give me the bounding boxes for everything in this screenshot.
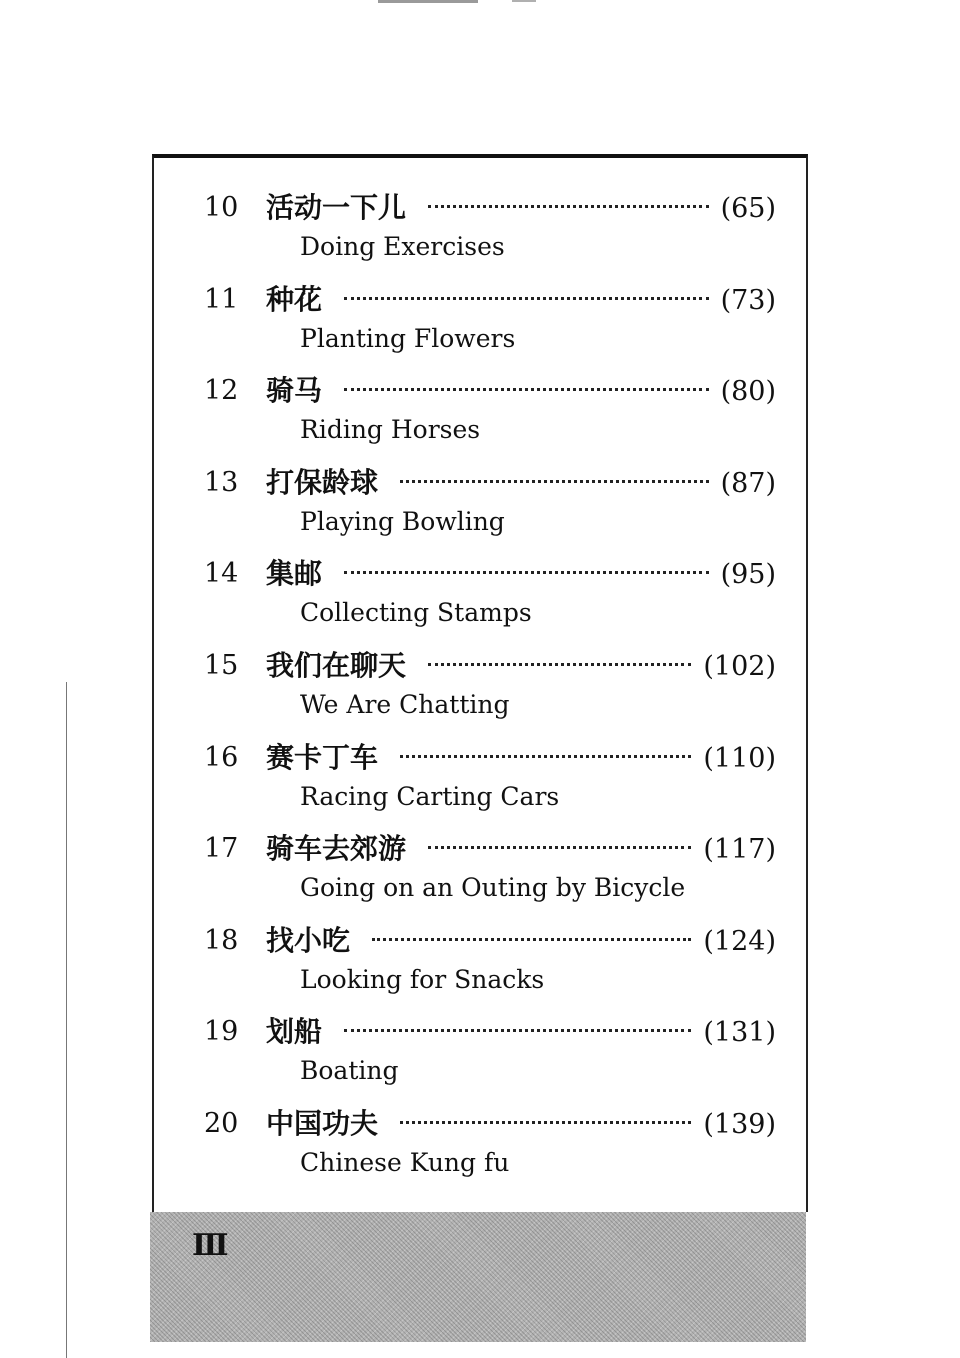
toc-entry[interactable] <box>196 188 776 280</box>
toc-dot-leader <box>428 663 691 666</box>
toc-entry-page: (102) <box>703 650 776 682</box>
toc-entry-page: (73) <box>720 284 776 316</box>
toc-entry-number: 15 <box>204 649 239 681</box>
toc-entry-title-en: Chinese Kung fu <box>300 1147 510 1177</box>
toc-entry-number: 16 <box>204 741 239 773</box>
toc-entry[interactable] <box>196 1104 776 1196</box>
toc-dot-leader <box>344 388 709 391</box>
toc-entry-title-en: Looking for Snacks <box>300 964 545 994</box>
toc-entry[interactable] <box>196 371 776 463</box>
toc-entry-line <box>266 188 776 228</box>
toc-entry[interactable] <box>196 463 776 555</box>
toc-entry[interactable] <box>196 280 776 372</box>
toc-entry-page: (110) <box>703 742 776 774</box>
scan-artifact-left-line <box>66 682 67 1358</box>
toc-dot-leader <box>400 480 709 483</box>
toc-entry-number: 18 <box>204 924 239 956</box>
toc-entry-number: 17 <box>204 833 239 865</box>
toc-entry-title-en: Going on an Outing by Bicycle <box>300 873 686 903</box>
toc-entry[interactable] <box>196 738 776 830</box>
toc-entry-title-en: Collecting Stamps <box>300 598 532 628</box>
toc-entry-line <box>266 1012 776 1052</box>
toc-entry-number: 11 <box>204 283 239 315</box>
toc-dot-leader <box>428 205 709 208</box>
toc-dot-leader <box>400 755 691 758</box>
toc-entry-line <box>266 554 776 594</box>
toc-entry[interactable] <box>196 1012 776 1104</box>
toc-entry-number: 13 <box>204 466 239 498</box>
toc-entry-line <box>266 646 776 686</box>
toc-entry-title-cn: 活动一下儿 <box>266 191 407 224</box>
toc-entry-title-en: Racing Carting Cars <box>300 781 560 811</box>
toc-entry-title-cn: 种花 <box>266 282 323 316</box>
toc-entry-title-en: Boating <box>300 1056 399 1086</box>
page-number: Ⅲ <box>192 1228 227 1263</box>
scan-artifact-top-small <box>512 0 536 2</box>
toc-entry-number: 12 <box>204 375 239 407</box>
scan-artifact-top <box>378 0 478 3</box>
toc-entry-number: 20 <box>204 1107 239 1139</box>
toc-entry-title-en: We Are Chatting <box>300 689 510 719</box>
toc-entry-title-cn: 骑车去郊游 <box>266 832 407 866</box>
toc-dot-leader <box>400 1121 691 1124</box>
footer-halftone-band <box>150 1212 806 1342</box>
toc-entry-page: (131) <box>703 1017 776 1049</box>
toc-entry-title-en: Planting Flowers <box>300 323 516 353</box>
toc-entry-title-cn: 划船 <box>266 1015 323 1049</box>
toc-entry-page: (95) <box>720 559 776 591</box>
toc-entry-title-en: Doing Exercises <box>300 232 505 261</box>
toc-entry-line <box>266 371 776 411</box>
toc-entry-title-cn: 中国功夫 <box>266 1106 379 1140</box>
toc-entry-title-cn: 赛卡丁车 <box>266 740 379 774</box>
toc-dot-leader <box>344 1029 691 1032</box>
toc-entry-page: (80) <box>720 376 776 408</box>
toc-entry[interactable] <box>196 829 776 921</box>
toc-entry[interactable] <box>196 646 776 738</box>
toc-entry-line <box>266 921 776 961</box>
toc-entry-line <box>266 738 776 778</box>
toc-entry-title-cn: 我们在聊天 <box>266 648 407 682</box>
toc-entry[interactable] <box>196 921 776 1013</box>
toc-entry-page: (124) <box>703 925 776 957</box>
toc-entry-number: 19 <box>204 1016 239 1048</box>
toc-entry-number: 14 <box>204 558 239 590</box>
toc-entry-page: (65) <box>720 193 776 224</box>
toc-entry-line <box>266 1104 776 1144</box>
toc-entry-title-cn: 找小吃 <box>266 923 351 957</box>
toc-entry-page: (87) <box>720 467 776 499</box>
toc-entry-number: 10 <box>204 192 239 223</box>
toc-entry-line <box>266 829 776 869</box>
toc-entry-line <box>266 280 776 320</box>
toc-entry-title-cn: 打保龄球 <box>266 465 379 499</box>
toc-list <box>196 188 776 1196</box>
toc-dot-leader <box>372 938 691 941</box>
toc-entry-line <box>266 463 776 503</box>
toc-entry-title-en: Riding Horses <box>300 415 481 445</box>
toc-entry-page: (139) <box>703 1108 776 1140</box>
toc-entry-title-en: Playing Bowling <box>300 506 505 536</box>
toc-entry-page: (117) <box>703 834 776 866</box>
toc-dot-leader <box>428 846 691 849</box>
toc-entry-title-cn: 骑马 <box>266 374 323 408</box>
toc-entry-title-cn: 集邮 <box>266 557 323 591</box>
toc-dot-leader <box>344 571 709 574</box>
toc-entry[interactable] <box>196 554 776 646</box>
toc-dot-leader <box>344 297 709 300</box>
